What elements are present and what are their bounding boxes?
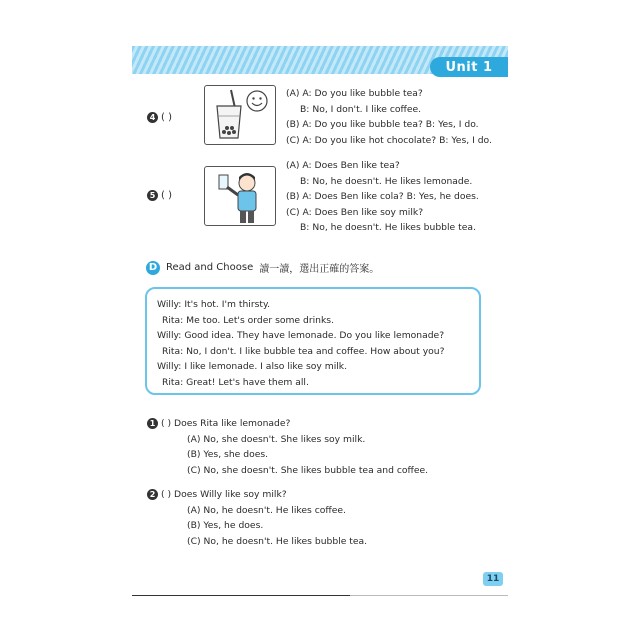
option-b: (B) Yes, he does. [187, 520, 264, 532]
dialog-line: Rita: Me too. Let's order some drinks. [162, 314, 335, 326]
question-text: ( ) Does Willy like soy milk? [161, 489, 287, 500]
number-badge: 2 [147, 489, 158, 500]
footer-rule-light [350, 595, 508, 596]
boy-with-glass-illustration [205, 167, 275, 225]
question-5-number [147, 190, 172, 201]
option-c: (C) A: Do you like hot chocolate? B: Yes, I do. [286, 134, 492, 146]
option-a: (A) A: Does Ben like tea? [286, 160, 400, 171]
option-b: (B) Yes, she does. [187, 449, 269, 461]
dialog-line: Willy: I like lemonade. I also like soy milk. [157, 361, 348, 373]
d-question-1 [147, 416, 428, 478]
option-a: (A) No, she doesn't. She likes soy milk. [187, 433, 366, 445]
section-d-heading [146, 260, 379, 275]
unit-label: Unit 1 [445, 59, 493, 75]
section-instruction: 讀一讀，選出正確的答案。 [259, 264, 380, 275]
option-c: (C) No, he doesn't. He likes bubble tea. [187, 535, 368, 547]
option-a: (A) A: Do you like bubble tea? [286, 88, 423, 99]
question-4-options [286, 86, 492, 148]
answer-bracket: ( ) [161, 112, 172, 123]
option-c-reply: B: No, he doesn't. He likes bubble tea. [300, 222, 476, 234]
question-text: ( ) Does Rita like lemonade? [161, 418, 291, 429]
number-badge: 4 [147, 112, 158, 123]
d-question-2 [147, 487, 367, 549]
bubble-tea-picture [204, 85, 276, 145]
unit-tab [430, 57, 508, 77]
dialog-line: Rita: Great! Let's have them all. [162, 376, 309, 388]
option-a: (A) No, he doesn't. He likes coffee. [187, 504, 346, 516]
number-badge: 1 [147, 418, 158, 429]
question-5-options [286, 158, 479, 236]
ben-drinking-picture [204, 166, 276, 226]
option-b: (B) A: Do you like bubble tea? B: Yes, I do. [286, 119, 479, 131]
page-number-text: 11 [486, 574, 500, 584]
section-title: Read and Choose [166, 262, 254, 273]
page-number [483, 572, 503, 586]
option-c: (C) No, she doesn't. She likes bubble tea and coffee. [187, 464, 429, 476]
number-badge: 5 [147, 190, 158, 201]
question-4-number [147, 112, 172, 123]
option-a-reply: B: No, I don't. I like coffee. [300, 103, 422, 115]
dialog-line: Willy: Good idea. They have lemonade. Do you like lemonade? [157, 330, 445, 342]
dialog-line: Willy: It's hot. I'm thirsty. [157, 299, 271, 310]
dialog-lines [157, 297, 444, 391]
section-letter-badge: D [146, 261, 160, 275]
option-c: (C) A: Does Ben like soy milk? [286, 206, 424, 218]
footer-rule [132, 595, 350, 596]
option-a-reply: B: No, he doesn't. He likes lemonade. [300, 175, 473, 187]
answer-bracket: ( ) [161, 190, 172, 201]
dialog-line: Rita: No, I don't. I like bubble tea and coffee. How about you? [162, 345, 445, 357]
bubble-tea-illustration [205, 86, 275, 144]
option-b: (B) A: Does Ben like cola? B: Yes, he does. [286, 191, 479, 203]
